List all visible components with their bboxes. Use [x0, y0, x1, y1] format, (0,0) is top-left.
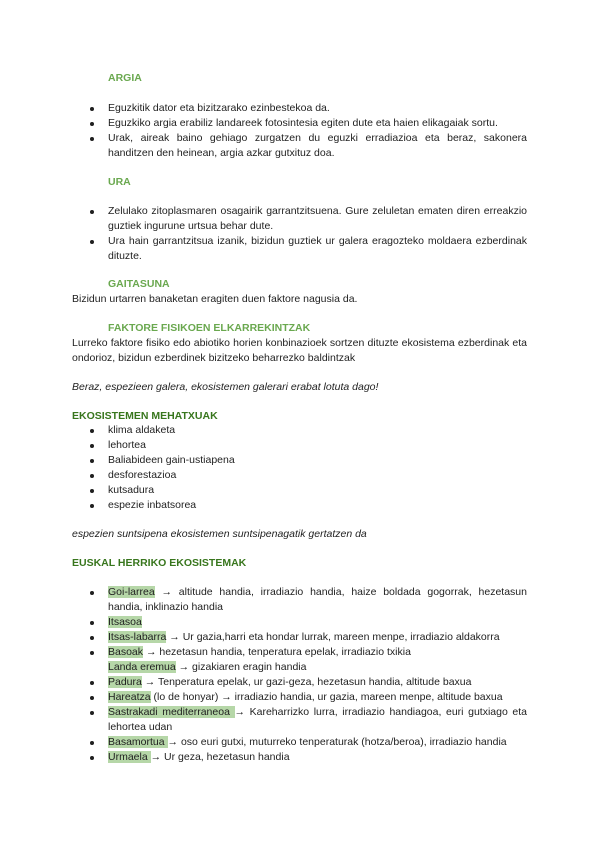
list-item	[72, 690, 527, 705]
heading-argia: ARGIA	[108, 72, 142, 84]
highlighted-term: Itsas-labarra	[108, 631, 167, 643]
highlighted-term: Padura	[108, 676, 142, 688]
heading-gaitasuna: GAITASUNA	[108, 278, 170, 290]
highlighted-term: Basamortua	[108, 736, 168, 748]
gaitasuna-text: Bizidun urtarren banaketan eragiten duen faktore nagusia da.	[72, 293, 358, 305]
heading-ura: URA	[108, 176, 131, 188]
heading-faktore: FAKTORE FISIKOEN ELKARREKINTZAK	[108, 322, 311, 334]
item-description: → Ur gazia,harri eta hondar lurrak, mareen menpe, irradiazio aldakorra	[166, 631, 500, 643]
item-description: → altitude handia, irradiazio handia, haize boldada gogorrak, hezetasun handia, inklinazio handia	[108, 586, 527, 613]
faktore-text: Lurreko faktore fisiko edo abiotiko horien konbinazioek sortzen dituzte ekosistema ezberdinak eta ondorioz, bizidun ezberdinek bizitzeko beharrezko baldintzak	[72, 337, 527, 364]
euskal-list	[72, 585, 527, 765]
list-item: Urak, aireak baino gehiago zurgatzen du eguzki erradiazioa eta beraz, sakonera handitzen den heinean, argia azkar gutxituz doa.	[72, 131, 527, 161]
item-description: (lo de honyar) → irradiazio handia, ur gazia, mareen menpe, altitude baxua	[150, 691, 503, 703]
highlighted-term: Itsasoa	[108, 616, 142, 628]
list-item: desforestazioa	[72, 468, 527, 483]
list-item	[72, 675, 527, 690]
highlighted-term: Goi-larrea	[108, 586, 155, 598]
list-item: klima aldaketa	[72, 423, 527, 438]
argia-list	[72, 101, 527, 161]
list-item: espezie inbatsorea	[72, 498, 527, 513]
item-description: → oso euri gutxi, muturreko tenperaturak (hotza/beroa), irradiazio handia	[167, 736, 507, 748]
list-item	[72, 735, 527, 750]
list-item: Eguzkiko argia erabiliz landareek fotosintesia egiten dute eta haien elikagaiak sortu.	[72, 116, 527, 131]
item-description: → hezetasun handia, tenperatura epelak, irradiazio txikia	[143, 646, 411, 658]
list-item	[72, 630, 527, 645]
list-item: kutsadura	[72, 483, 527, 498]
list-item: lehortea	[72, 438, 527, 453]
list-item: Baliabideen gain-ustiapena	[72, 453, 527, 468]
list-item	[72, 645, 527, 660]
mehatxuak-list	[72, 423, 527, 513]
highlighted-term: Hareatza	[108, 691, 151, 703]
heading-mehatxuak: EKOSISTEMEN MEHATXUAK	[72, 410, 218, 422]
heading-euskal: EUSKAL HERRIKO EKOSISTEMAK	[72, 557, 247, 569]
list-item	[72, 615, 527, 630]
list-item: Ura hain garrantzitsua izanik, bizidun guztiek ur galera eragozteko moldaera ezberdinak dituzte.	[72, 234, 527, 264]
list-item: Zelulako zitoplasmaren osagairik garrantzitsuena. Gure zeluletan ematen diren erreakzio guztiek ingurune urtsua behar dute.	[72, 204, 527, 234]
highlighted-term: Urmaela	[108, 751, 151, 763]
suntsipena-text: espezien suntsipena ekosistemen suntsipenagatik gertatzen da	[72, 528, 367, 540]
conclusion-text: Beraz, espezieen galera, ekosistemen galerari erabat lotuta dago!	[72, 381, 379, 393]
item-description: → Kareharrizko lurra, irradiazio handiagoa, euri gutxiago eta lehortea udan	[108, 706, 527, 733]
highlighted-term: Landa eremua	[108, 661, 176, 673]
highlighted-term: Basoak	[108, 646, 144, 658]
list-item	[72, 705, 527, 735]
highlighted-term: Sastrakadi mediterraneoa	[108, 706, 235, 718]
list-item	[72, 750, 527, 765]
item-description: → Ur geza, hezetasun handia	[150, 751, 290, 763]
item-description: → Tenperatura epelak, ur gazi-geza, hezetasun handia, altitude baxua	[141, 676, 472, 688]
list-item	[72, 585, 527, 615]
item-description: → gizakiaren eragin handia	[175, 661, 307, 673]
list-item: Eguzkitik dator eta bizitzarako ezinbestekoa da.	[72, 101, 527, 116]
list-continuation	[72, 660, 527, 675]
ura-list	[72, 204, 527, 264]
